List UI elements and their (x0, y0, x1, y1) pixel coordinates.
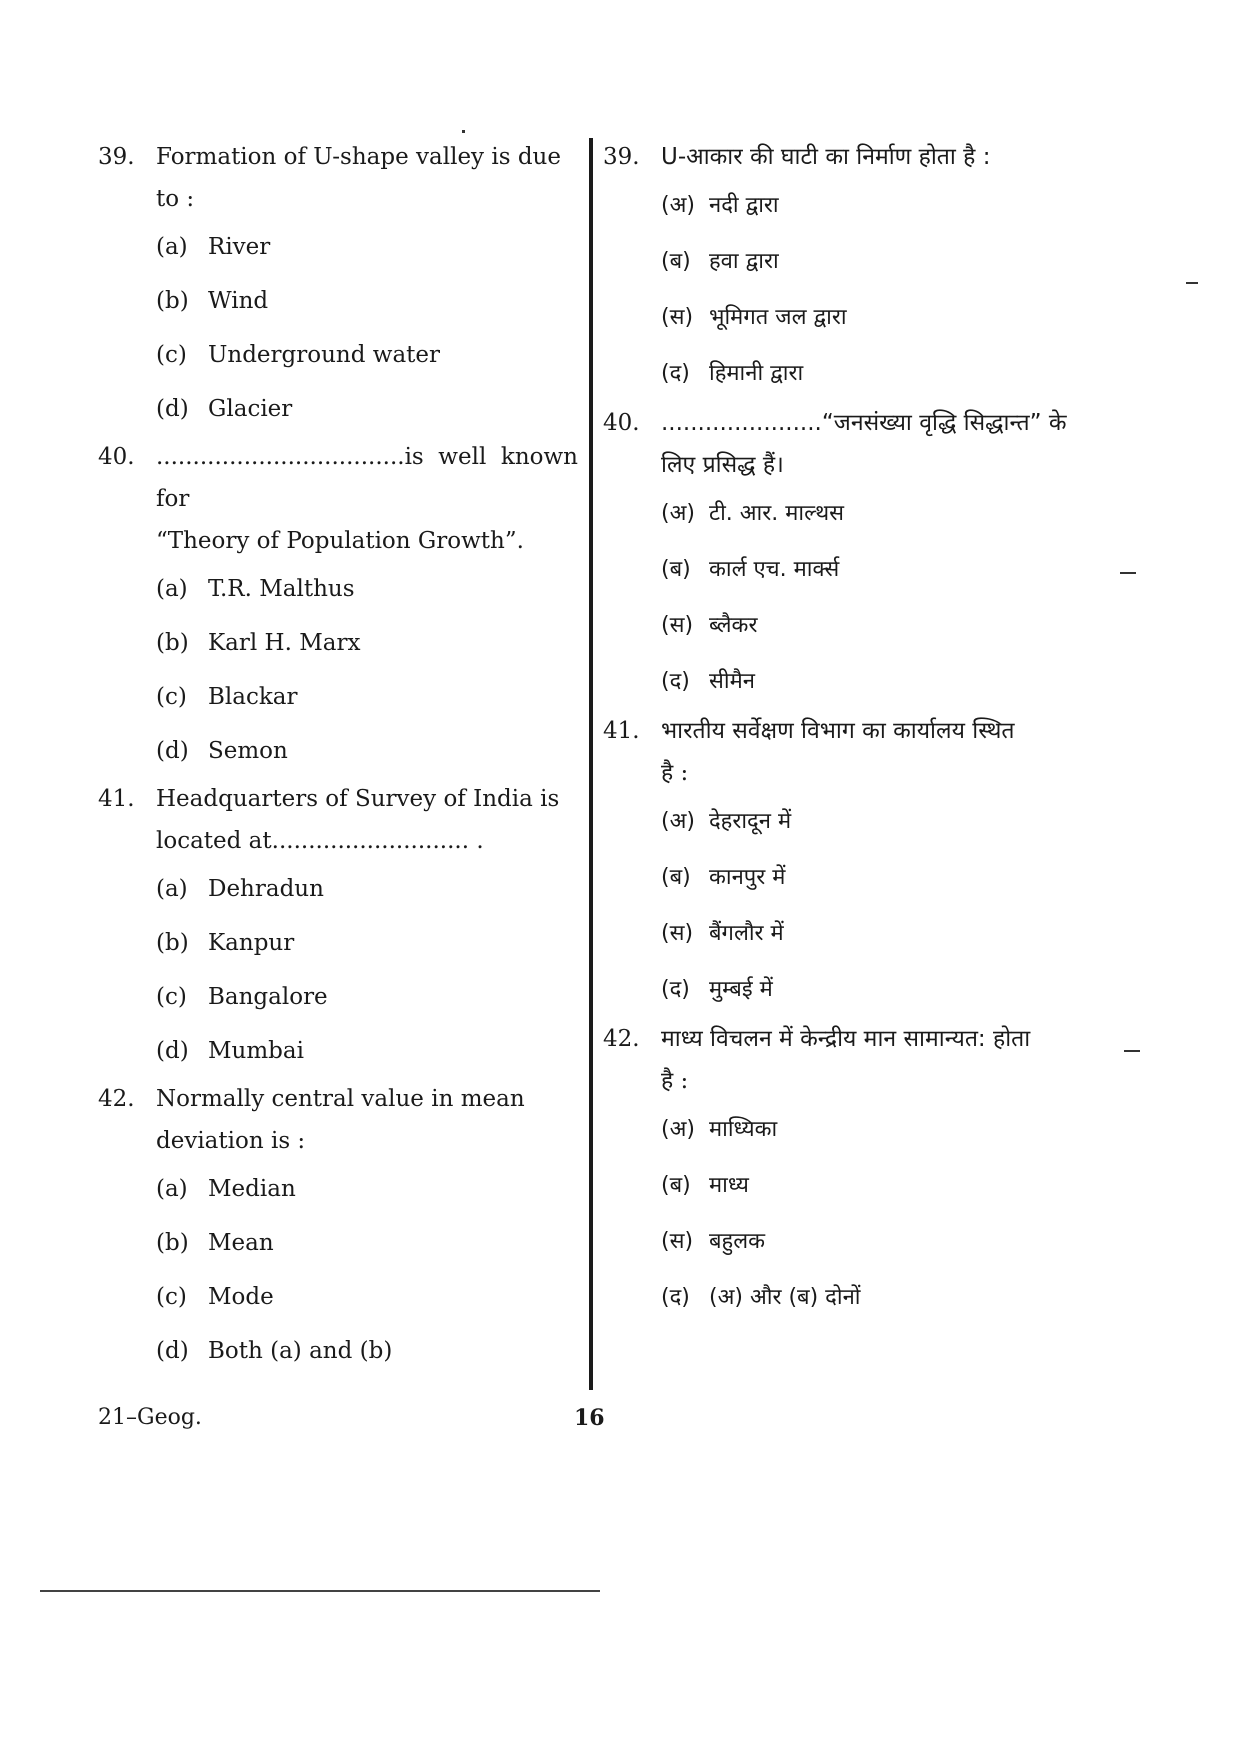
option-label: (द) (661, 361, 690, 386)
answer-option (98, 382, 578, 436)
column-divider (589, 138, 593, 1390)
question-stem (603, 1018, 1088, 1060)
option-text: Dehradun (208, 876, 324, 902)
question-number: 42. (603, 1026, 640, 1052)
option-text: Blackar (208, 684, 298, 710)
answer-option (98, 1216, 578, 1270)
answer-option (603, 962, 1088, 1018)
option-label: (a) (156, 876, 188, 902)
option-text: टी. आर. माल्थस (709, 501, 845, 526)
option-text: River (208, 234, 271, 260)
question-42 (98, 1078, 578, 1378)
question-text: U-आकार की घाटी का निर्माण होता है : (661, 144, 991, 170)
question-39 (603, 136, 1088, 402)
question-stem (603, 136, 1088, 178)
option-label: (ब) (661, 557, 691, 582)
question-number: 39. (603, 144, 640, 170)
answer-option (98, 274, 578, 328)
question-stem (98, 1078, 578, 1120)
option-text: Median (208, 1176, 296, 1202)
option-text: माध्य (709, 1173, 749, 1198)
option-label: (a) (156, 1176, 188, 1202)
option-text: Kanpur (208, 930, 295, 956)
option-text: बहुलक (709, 1229, 766, 1254)
option-text: Both (a) and (b) (208, 1338, 393, 1364)
hindi-column (603, 136, 1088, 1326)
option-text: ब्लैकर (709, 613, 758, 638)
option-text: Mean (208, 1230, 274, 1256)
option-label: (ब) (661, 249, 691, 274)
option-label: (स) (661, 613, 694, 638)
question-stem (98, 778, 578, 820)
page-number: 16 (574, 1405, 605, 1431)
answer-option (98, 1324, 578, 1378)
bottom-rule (40, 1590, 600, 1592)
option-text: भूमिगत जल द्वारा (709, 305, 847, 330)
question-stem (98, 436, 578, 520)
option-text: Wind (208, 288, 269, 314)
answer-option (603, 234, 1088, 290)
option-label: (अ) (661, 1117, 695, 1142)
answer-option (98, 724, 578, 778)
answer-option (603, 178, 1088, 234)
answer-option (603, 598, 1088, 654)
option-label: (अ) (661, 501, 695, 526)
answer-option (603, 1158, 1088, 1214)
question-42 (603, 1018, 1088, 1326)
question-40 (603, 402, 1088, 710)
option-text: (अ) और (ब) दोनों (709, 1285, 861, 1310)
option-label: (स) (661, 305, 694, 330)
question-number: 42. (98, 1086, 135, 1112)
question-number: 41. (603, 718, 640, 744)
answer-option (603, 290, 1088, 346)
option-label: (स) (661, 1229, 694, 1254)
question-40 (98, 436, 578, 778)
answer-option (603, 906, 1088, 962)
answer-option (603, 850, 1088, 906)
question-stem (603, 710, 1088, 752)
question-41 (603, 710, 1088, 1018)
answer-option (603, 486, 1088, 542)
option-label: (अ) (661, 193, 695, 218)
option-label: (द) (661, 977, 690, 1002)
answer-option (603, 1102, 1088, 1158)
question-text: Formation of U-shape valley is due (156, 144, 561, 170)
scan-mark (462, 130, 465, 133)
option-text: माध्यिका (709, 1117, 778, 1142)
answer-option (98, 670, 578, 724)
scan-mark (1124, 1050, 1140, 1052)
option-text: कानपुर में (709, 865, 786, 890)
answer-option (98, 970, 578, 1024)
question-text-continued: “Theory of Population Growth”. (156, 528, 524, 554)
answer-option (98, 862, 578, 916)
answer-option (98, 1270, 578, 1324)
answer-option (603, 654, 1088, 710)
option-label: (a) (156, 576, 188, 602)
question-text-continued: लिए प्रसिद्ध हैं। (661, 452, 784, 478)
question-39 (98, 136, 578, 436)
option-label: (a) (156, 234, 188, 260)
answer-option (603, 542, 1088, 598)
option-text: Glacier (208, 396, 293, 422)
option-label: (द) (661, 1285, 690, 1310)
question-text-continued: to : (156, 186, 195, 212)
option-text: मुम्बई में (709, 977, 773, 1002)
answer-option (98, 562, 578, 616)
answer-option (98, 328, 578, 382)
answer-option (603, 1214, 1088, 1270)
answer-option (98, 1024, 578, 1078)
option-label: (अ) (661, 809, 695, 834)
subject-code: 21–Geog. (98, 1405, 202, 1430)
option-text: Bangalore (208, 984, 328, 1010)
answer-option (98, 916, 578, 970)
option-label: (d) (156, 1338, 189, 1364)
option-text: Semon (208, 738, 288, 764)
question-text: ......................“जनसंख्या वृद्धि सिद्धान्त” के (661, 410, 1067, 436)
option-label: (b) (156, 930, 189, 956)
option-label: (b) (156, 1230, 189, 1256)
option-text: बैंगलौर में (709, 921, 784, 946)
option-label: (d) (156, 738, 189, 764)
question-number: 40. (603, 410, 640, 436)
answer-option (603, 1270, 1088, 1326)
scan-mark (1120, 572, 1136, 574)
option-text: सीमैन (709, 669, 755, 694)
answer-option (98, 616, 578, 670)
option-text: Underground water (208, 342, 440, 368)
option-label: (द) (661, 669, 690, 694)
question-text: भारतीय सर्वेक्षण विभाग का कार्यालय स्थित (661, 718, 1015, 744)
question-number: 39. (98, 144, 135, 170)
option-text: हिमानी द्वारा (709, 361, 804, 386)
option-label: (स) (661, 921, 694, 946)
option-label: (ब) (661, 865, 691, 890)
question-text: ..................................is well known for (156, 444, 578, 512)
option-text: हवा द्वारा (709, 249, 779, 274)
option-text: नदी द्वारा (709, 193, 779, 218)
question-text-continued: located at........................... . (156, 828, 484, 854)
option-text: Karl H. Marx (208, 630, 361, 656)
answer-option (98, 1162, 578, 1216)
question-stem (98, 136, 578, 178)
question-number: 41. (98, 786, 135, 812)
question-text-continued: है : (661, 1068, 689, 1094)
option-label: (d) (156, 1038, 189, 1064)
option-text: Mode (208, 1284, 274, 1310)
option-label: (c) (156, 342, 187, 368)
answer-option (98, 220, 578, 274)
option-label: (c) (156, 984, 187, 1010)
option-label: (b) (156, 630, 189, 656)
question-41 (98, 778, 578, 1078)
question-text: Headquarters of Survey of India is (156, 786, 560, 812)
question-number: 40. (98, 444, 135, 470)
option-label: (c) (156, 684, 187, 710)
english-column (98, 136, 578, 1378)
question-stem (603, 402, 1088, 444)
answer-option (603, 794, 1088, 850)
option-text: कार्ल एच. मार्क्स (709, 557, 840, 582)
option-text: T.R. Malthus (208, 576, 355, 602)
answer-option (603, 346, 1088, 402)
question-text: माध्य विचलन में केन्द्रीय मान सामान्यत: होता (661, 1026, 1031, 1052)
question-text-continued: है : (661, 760, 689, 786)
question-text: Normally central value in mean (156, 1086, 525, 1112)
option-text: Mumbai (208, 1038, 304, 1064)
question-text-continued: deviation is : (156, 1128, 306, 1154)
option-label: (b) (156, 288, 189, 314)
option-label: (c) (156, 1284, 187, 1310)
option-text: देहरादून में (709, 809, 792, 834)
option-label: (d) (156, 396, 189, 422)
option-label: (ब) (661, 1173, 691, 1198)
scan-mark (1186, 282, 1198, 284)
